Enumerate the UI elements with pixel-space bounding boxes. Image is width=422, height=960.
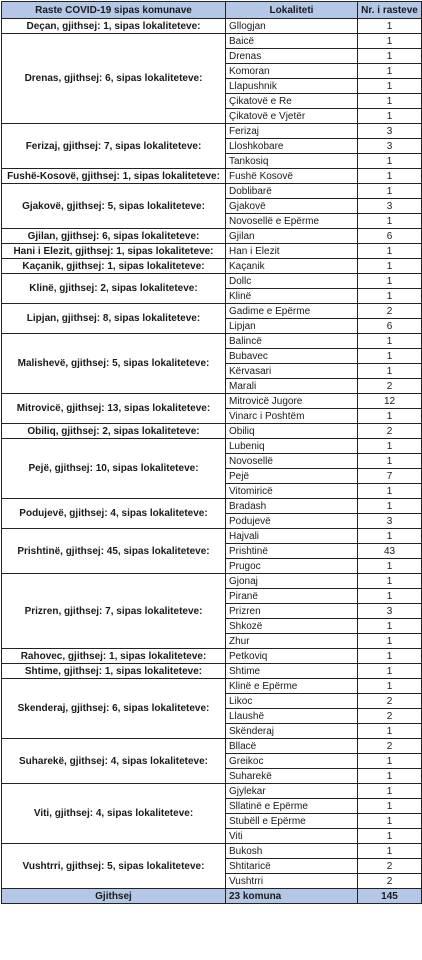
locality-cell[interactable]: Piranë <box>226 589 358 604</box>
table-row <box>2 259 422 274</box>
municipality-cell[interactable]: Deçan, gjithsej: 1, sipas lokaliteteve: <box>2 19 226 34</box>
locality-cell[interactable]: Novosellë e Epërme <box>226 214 358 229</box>
case-count-cell[interactable]: 7 <box>358 469 422 484</box>
locality-cell[interactable]: Shkozë <box>226 619 358 634</box>
locality-cell[interactable]: Shtitaricë <box>226 859 358 874</box>
case-count-cell[interactable]: 1 <box>358 634 422 649</box>
locality-cell[interactable]: Prizren <box>226 604 358 619</box>
municipality-cell[interactable]: Pejë, gjithsej: 10, sipas lokaliteteve: <box>2 439 226 499</box>
municipality-cell[interactable]: Obiliq, gjithsej: 2, sipas lokaliteteve: <box>2 424 226 439</box>
case-count-cell[interactable]: 1 <box>358 574 422 589</box>
case-count-cell[interactable]: 1 <box>358 349 422 364</box>
case-count-cell[interactable]: 1 <box>358 814 422 829</box>
locality-cell[interactable]: Viti <box>226 829 358 844</box>
table-row <box>2 334 422 349</box>
locality-cell[interactable]: Petkoviq <box>226 649 358 664</box>
case-count-cell[interactable]: 3 <box>358 139 422 154</box>
locality-cell[interactable]: Vitomiricë <box>226 484 358 499</box>
case-count-cell[interactable]: 1 <box>358 49 422 64</box>
locality-cell[interactable]: Bradash <box>226 499 358 514</box>
municipality-cell[interactable]: Prishtinë, gjithsej: 45, sipas lokaliteteve: <box>2 529 226 574</box>
municipality-cell[interactable]: Gjakovë, gjithsej: 5, sipas lokaliteteve: <box>2 184 226 229</box>
locality-cell[interactable]: Sllatinë e Epërme <box>226 799 358 814</box>
locality-cell[interactable]: Vushtrri <box>226 874 358 889</box>
locality-cell[interactable]: Pejë <box>226 469 358 484</box>
municipality-cell[interactable]: Lipjan, gjithsej: 8, sipas lokaliteteve: <box>2 304 226 334</box>
case-count-cell[interactable]: 1 <box>358 19 422 34</box>
case-count-cell[interactable]: 1 <box>358 154 422 169</box>
table-row <box>2 244 422 259</box>
table-row <box>2 844 422 859</box>
total-count[interactable]: 145 <box>358 889 422 904</box>
locality-cell[interactable]: Gjakovë <box>226 199 358 214</box>
case-count-cell[interactable]: 1 <box>358 439 422 454</box>
locality-cell[interactable]: Podujevë <box>226 514 358 529</box>
locality-cell[interactable]: Novosellë <box>226 454 358 469</box>
table-row <box>2 679 422 694</box>
case-count-cell[interactable]: 1 <box>358 679 422 694</box>
locality-cell[interactable]: Han i Elezit <box>226 244 358 259</box>
locality-cell[interactable]: Bubavec <box>226 349 358 364</box>
case-count-cell[interactable]: 1 <box>358 334 422 349</box>
locality-cell[interactable]: Baicë <box>226 34 358 49</box>
locality-cell[interactable]: Greikoc <box>226 754 358 769</box>
locality-cell[interactable]: Kërvasari <box>226 364 358 379</box>
locality-cell[interactable]: Komoran <box>226 64 358 79</box>
case-count-cell[interactable]: 3 <box>358 514 422 529</box>
header-locality[interactable]: Lokaliteti <box>226 2 358 19</box>
case-count-cell[interactable]: 1 <box>358 364 422 379</box>
locality-cell[interactable]: Gadime e Epërme <box>226 304 358 319</box>
case-count-cell[interactable]: 1 <box>358 784 422 799</box>
locality-cell[interactable]: Gllogjan <box>226 19 358 34</box>
municipality-cell[interactable]: Skenderaj, gjithsej: 6, sipas lokaliteteve: <box>2 679 226 739</box>
locality-cell[interactable]: Çikatovë e Vjetër <box>226 109 358 124</box>
total-row <box>2 889 422 904</box>
case-count-cell[interactable]: 1 <box>358 844 422 859</box>
locality-cell[interactable]: Lubeniq <box>226 439 358 454</box>
case-count-cell[interactable]: 2 <box>358 694 422 709</box>
header-municipality[interactable]: Raste COVID-19 sipas komunave <box>2 2 226 19</box>
case-count-cell[interactable]: 1 <box>358 79 422 94</box>
locality-cell[interactable]: Bukosh <box>226 844 358 859</box>
locality-cell[interactable]: Lloshkobare <box>226 139 358 154</box>
municipality-cell[interactable]: Malishevë, gjithsej: 5, sipas lokaliteteve: <box>2 334 226 394</box>
locality-cell[interactable]: Doblibarë <box>226 184 358 199</box>
locality-cell[interactable]: Gjilan <box>226 229 358 244</box>
case-count-cell[interactable]: 1 <box>358 769 422 784</box>
case-count-cell[interactable]: 6 <box>358 229 422 244</box>
municipality-cell[interactable]: Mitrovicë, gjithsej: 13, sipas lokaliteteve: <box>2 394 226 424</box>
table-row <box>2 424 422 439</box>
locality-cell[interactable]: Balincë <box>226 334 358 349</box>
municipality-cell[interactable]: Podujevë, gjithsej: 4, sipas lokaliteteve: <box>2 499 226 529</box>
case-count-cell[interactable]: 1 <box>358 169 422 184</box>
municipality-cell[interactable]: Hani i Elezit, gjithsej: 1, sipas lokaliteteve: <box>2 244 226 259</box>
locality-cell[interactable]: Drenas <box>226 49 358 64</box>
table-row <box>2 499 422 514</box>
case-count-cell[interactable]: 1 <box>358 829 422 844</box>
header-row <box>2 2 422 19</box>
municipality-cell[interactable]: Vushtrri, gjithsej: 5, sipas lokaliteteve: <box>2 844 226 889</box>
case-count-cell[interactable]: 1 <box>358 529 422 544</box>
table-row <box>2 664 422 679</box>
municipality-cell[interactable]: Drenas, gjithsej: 6, sipas lokaliteteve: <box>2 34 226 124</box>
locality-cell[interactable]: Prishtinë <box>226 544 358 559</box>
locality-cell[interactable]: Shtime <box>226 664 358 679</box>
locality-cell[interactable]: Suharekë <box>226 769 358 784</box>
case-count-cell[interactable]: 2 <box>358 379 422 394</box>
case-count-cell[interactable]: 12 <box>358 394 422 409</box>
table-row <box>2 739 422 754</box>
case-count-cell[interactable]: 1 <box>358 274 422 289</box>
case-count-cell[interactable]: 1 <box>358 409 422 424</box>
locality-cell[interactable]: Fushë Kosovë <box>226 169 358 184</box>
case-count-cell[interactable]: 1 <box>358 499 422 514</box>
case-count-cell[interactable]: 2 <box>358 874 422 889</box>
case-count-cell[interactable]: 2 <box>358 709 422 724</box>
case-count-cell[interactable]: 1 <box>358 34 422 49</box>
table-row <box>2 304 422 319</box>
case-count-cell[interactable]: 3 <box>358 604 422 619</box>
locality-cell[interactable]: Likoc <box>226 694 358 709</box>
municipality-cell[interactable]: Kaçanik, gjithsej: 1, sipas lokaliteteve: <box>2 259 226 274</box>
table-row <box>2 274 422 289</box>
case-count-cell[interactable]: 1 <box>358 664 422 679</box>
municipality-cell[interactable]: Ferizaj, gjithsej: 7, sipas lokaliteteve: <box>2 124 226 169</box>
table-row <box>2 229 422 244</box>
locality-cell[interactable]: Dollc <box>226 274 358 289</box>
table-row <box>2 184 422 199</box>
locality-cell[interactable]: Mitrovicë Jugore <box>226 394 358 409</box>
table-row <box>2 649 422 664</box>
locality-cell[interactable]: Llapushnik <box>226 79 358 94</box>
case-count-cell[interactable]: 2 <box>358 304 422 319</box>
municipality-cell[interactable]: Klinë, gjithsej: 2, sipas lokaliteteve: <box>2 274 226 304</box>
table-row <box>2 439 422 454</box>
case-count-cell[interactable]: 1 <box>358 259 422 274</box>
locality-cell[interactable]: Çikatovë e Re <box>226 94 358 109</box>
table-row <box>2 529 422 544</box>
case-count-cell[interactable]: 1 <box>358 619 422 634</box>
case-count-cell[interactable]: 2 <box>358 739 422 754</box>
municipality-cell[interactable]: Gjilan, gjithsej: 6, sipas lokaliteteve: <box>2 229 226 244</box>
table-row <box>2 169 422 184</box>
case-count-cell[interactable]: 1 <box>358 589 422 604</box>
case-count-cell[interactable]: 2 <box>358 859 422 874</box>
locality-cell[interactable]: Lipjan <box>226 319 358 334</box>
case-count-cell[interactable]: 1 <box>358 724 422 739</box>
locality-cell[interactable]: Klinë <box>226 289 358 304</box>
header-count[interactable]: Nr. i rasteve <box>358 2 422 19</box>
municipality-cell[interactable]: Prizren, gjithsej: 7, sipas lokaliteteve: <box>2 574 226 649</box>
case-count-cell[interactable]: 1 <box>358 289 422 304</box>
table-row <box>2 34 422 49</box>
locality-cell[interactable]: Stubëll e Epërme <box>226 814 358 829</box>
table-row <box>2 574 422 589</box>
case-count-cell[interactable]: 3 <box>358 199 422 214</box>
case-count-cell[interactable]: 1 <box>358 184 422 199</box>
table-body <box>2 19 422 889</box>
locality-cell[interactable]: Vinarc i Poshtëm <box>226 409 358 424</box>
case-count-cell[interactable]: 1 <box>358 94 422 109</box>
case-count-cell[interactable]: 1 <box>358 484 422 499</box>
table-row <box>2 394 422 409</box>
table-row <box>2 19 422 34</box>
locality-cell[interactable]: Marali <box>226 379 358 394</box>
locality-cell[interactable]: Llaushë <box>226 709 358 724</box>
case-count-cell[interactable]: 43 <box>358 544 422 559</box>
case-count-cell[interactable]: 1 <box>358 109 422 124</box>
case-count-cell[interactable]: 2 <box>358 424 422 439</box>
locality-cell[interactable]: Obiliq <box>226 424 358 439</box>
case-count-cell[interactable]: 1 <box>358 799 422 814</box>
case-count-cell[interactable]: 1 <box>358 559 422 574</box>
municipality-cell[interactable]: Shtime, gjithsej: 1, sipas lokaliteteve: <box>2 664 226 679</box>
case-count-cell[interactable]: 1 <box>358 454 422 469</box>
locality-cell[interactable]: Klinë e Epërme <box>226 679 358 694</box>
locality-cell[interactable]: Skënderaj <box>226 724 358 739</box>
municipality-cell[interactable]: Rahovec, gjithsej: 1, sipas lokaliteteve: <box>2 649 226 664</box>
case-count-cell[interactable]: 1 <box>358 649 422 664</box>
municipality-cell[interactable]: Viti, gjithsej: 4, sipas lokaliteteve: <box>2 784 226 844</box>
case-count-cell[interactable]: 3 <box>358 124 422 139</box>
locality-cell[interactable]: Gjonaj <box>226 574 358 589</box>
locality-cell[interactable]: Zhur <box>226 634 358 649</box>
case-count-cell[interactable]: 1 <box>358 244 422 259</box>
case-count-cell[interactable]: 6 <box>358 319 422 334</box>
locality-cell[interactable]: Gjylekar <box>226 784 358 799</box>
table-row <box>2 784 422 799</box>
locality-cell[interactable]: Tankosiq <box>226 154 358 169</box>
municipality-cell[interactable]: Suharekë, gjithsej: 4, sipas lokaliteteve: <box>2 739 226 784</box>
total-label[interactable]: Gjithsej <box>2 889 226 904</box>
total-municipalities[interactable]: 23 komuna <box>226 889 358 904</box>
locality-cell[interactable]: Kaçanik <box>226 259 358 274</box>
case-count-cell[interactable]: 1 <box>358 214 422 229</box>
locality-cell[interactable]: Ferizaj <box>226 124 358 139</box>
table-row <box>2 124 422 139</box>
case-count-cell[interactable]: 1 <box>358 754 422 769</box>
municipality-cell[interactable]: Fushë-Kosovë, gjithsej: 1, sipas lokaliteteve: <box>2 169 226 184</box>
case-count-cell[interactable]: 1 <box>358 64 422 79</box>
covid-cases-table <box>1 1 422 904</box>
locality-cell[interactable]: Bllacë <box>226 739 358 754</box>
locality-cell[interactable]: Prugoc <box>226 559 358 574</box>
locality-cell[interactable]: Hajvali <box>226 529 358 544</box>
